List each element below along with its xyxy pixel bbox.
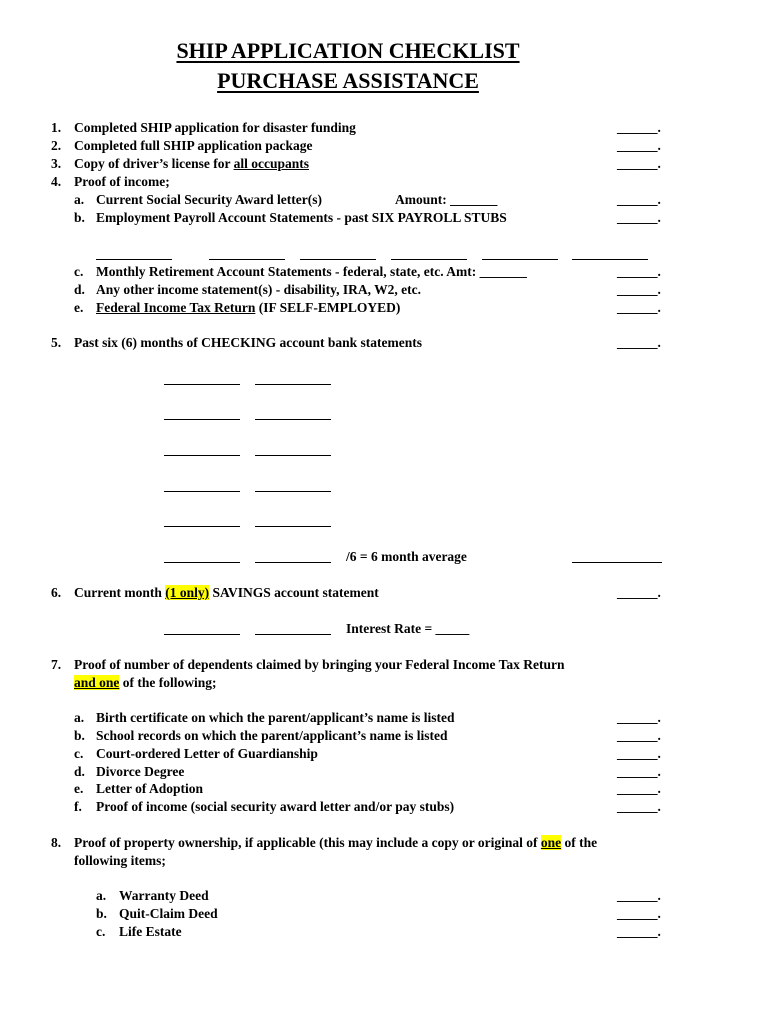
item-6-text: Current month (1 only) SAVINGS account statement bbox=[74, 585, 379, 600]
item-7e-text: Letter of Adoption bbox=[96, 781, 203, 796]
item-4b-check: ______. bbox=[617, 210, 661, 225]
item-8b-text: Quit-Claim Deed bbox=[119, 906, 218, 921]
checking-blank-2a bbox=[164, 418, 240, 420]
item-7-line1: Proof of number of dependents claimed by bringing your Federal Income Tax Return bbox=[74, 657, 565, 672]
item-3-check: ______. bbox=[617, 156, 661, 171]
and-one-highlight: and one bbox=[74, 675, 120, 690]
pay-stub-blank-1 bbox=[96, 258, 172, 260]
document-title-line1: SHIP APPLICATION CHECKLIST bbox=[176, 38, 520, 63]
item-7d-check: ______. bbox=[617, 764, 661, 779]
interest-rate-label: Interest Rate = _____ bbox=[346, 621, 470, 636]
item-7f-check: ______. bbox=[617, 799, 661, 814]
item-8-line1: Proof of property ownership, if applicable (this may include a copy or original of one of the bbox=[74, 835, 598, 850]
item-8b-check: ______. bbox=[617, 906, 661, 921]
item-4-number: 4. bbox=[51, 174, 62, 189]
pay-stub-blank-3 bbox=[300, 258, 376, 260]
checking-blank-2b bbox=[255, 418, 331, 420]
item-4b-text: Employment Payroll Account Statements - past SIX PAYROLL STUBS bbox=[96, 210, 507, 225]
item-1-check: ______. bbox=[617, 120, 661, 135]
item-2-number: 2. bbox=[51, 138, 62, 153]
item-5-check: ______. bbox=[617, 335, 661, 350]
item-1-text: Completed SHIP application for disaster funding bbox=[74, 120, 356, 135]
item-8c-text: Life Estate bbox=[119, 924, 182, 939]
item-4d-letter: d. bbox=[74, 282, 85, 297]
checking-blank-3b bbox=[255, 454, 331, 456]
item-8-number: 8. bbox=[51, 835, 62, 850]
checking-blank-3a bbox=[164, 454, 240, 456]
item-2-text: Completed full SHIP application package bbox=[74, 138, 313, 153]
checking-blank-5a bbox=[164, 525, 240, 527]
item-7d-text: Divorce Degree bbox=[96, 764, 185, 779]
item-7a-check: ______. bbox=[617, 710, 661, 725]
item-3-text: Copy of driver’s license for all occupants bbox=[74, 156, 309, 171]
item-4d-text: Any other income statement(s) - disability, IRA, W2, etc. bbox=[96, 282, 421, 297]
item-7f-letter: f. bbox=[74, 799, 82, 814]
item-4a-amount: Amount: _______ bbox=[395, 192, 498, 207]
pay-stub-blank-2 bbox=[209, 258, 285, 260]
savings-blank-b bbox=[255, 633, 331, 635]
item-7f-text: Proof of income (social security award letter and/or pay stubs) bbox=[96, 799, 455, 814]
checking-blank-4b bbox=[255, 490, 331, 492]
checking-blank-5b bbox=[255, 525, 331, 527]
item-4a-letter: a. bbox=[74, 192, 85, 207]
item-7c-check: ______. bbox=[617, 746, 661, 761]
item-4e-text: Federal Income Tax Return (IF SELF-EMPLOYED) bbox=[96, 300, 401, 315]
item-4e-letter: e. bbox=[74, 300, 84, 315]
item-8a-check: ______. bbox=[617, 888, 661, 903]
checking-blank-6b bbox=[255, 561, 331, 563]
item-4a-check: ______. bbox=[617, 192, 661, 207]
item-7d-letter: d. bbox=[74, 764, 85, 779]
item-6-number: 6. bbox=[51, 585, 62, 600]
item-8-line2: following items; bbox=[74, 853, 166, 868]
one-highlight: one bbox=[540, 835, 562, 850]
item-6-check: ______. bbox=[617, 585, 661, 600]
checking-blank-6a bbox=[164, 561, 240, 563]
savings-blank-a bbox=[164, 633, 240, 635]
item-5-text: Past six (6) months of CHECKING account bank statements bbox=[74, 335, 423, 350]
item-4a-text: Current Social Security Award letter(s) bbox=[96, 192, 322, 207]
item-5-number: 5. bbox=[51, 335, 62, 350]
item-8a-text: Warranty Deed bbox=[119, 888, 209, 903]
item-7a-letter: a. bbox=[74, 710, 85, 725]
one-only-highlight: (1 only) bbox=[165, 585, 210, 600]
item-4d-check: ______. bbox=[617, 282, 661, 297]
item-7-line2: and one of the following; bbox=[74, 675, 217, 690]
federal-income-tax-return-underlined: Federal Income Tax Return bbox=[96, 300, 256, 315]
item-4e-check: ______. bbox=[617, 300, 661, 315]
item-8c-check: ______. bbox=[617, 924, 661, 939]
item-4c-check: ______. bbox=[617, 264, 661, 279]
item-8b-letter: b. bbox=[96, 906, 107, 921]
item-2-check: ______. bbox=[617, 138, 661, 153]
pay-stub-blank-4 bbox=[391, 258, 467, 260]
item-7c-letter: c. bbox=[74, 746, 84, 761]
item-4c-letter: c. bbox=[74, 264, 84, 279]
checking-blank-1a bbox=[164, 383, 240, 385]
item-7a-text: Birth certificate on which the parent/applicant’s name is listed bbox=[96, 710, 455, 725]
checking-blank-4a bbox=[164, 490, 240, 492]
item-4-text: Proof of income; bbox=[74, 174, 170, 189]
item-4c-text: Monthly Retirement Account Statements - federal, state, etc. Amt: _______ bbox=[96, 264, 527, 279]
pay-stub-blank-6 bbox=[572, 258, 648, 260]
item-7b-letter: b. bbox=[74, 728, 85, 743]
item-7b-text: School records on which the parent/applicant’s name is listed bbox=[96, 728, 448, 743]
item-7e-letter: e. bbox=[74, 781, 84, 796]
item-3-number: 3. bbox=[51, 156, 62, 171]
all-occupants-underlined: all occupants bbox=[233, 156, 309, 171]
checking-blank-1b bbox=[255, 383, 331, 385]
item-8c-letter: c. bbox=[96, 924, 106, 939]
six-month-average-blank bbox=[572, 561, 662, 563]
item-4b-letter: b. bbox=[74, 210, 85, 225]
item-7e-check: ______. bbox=[617, 781, 661, 796]
item-7b-check: ______. bbox=[617, 728, 661, 743]
pay-stub-blank-5 bbox=[482, 258, 558, 260]
six-month-average-label: /6 = 6 month average bbox=[346, 549, 467, 564]
item-8a-letter: a. bbox=[96, 888, 107, 903]
document-title-line2: PURCHASE ASSISTANCE bbox=[217, 68, 479, 93]
item-7c-text: Court-ordered Letter of Guardianship bbox=[96, 746, 318, 761]
item-7-number: 7. bbox=[51, 657, 62, 672]
item-1-number: 1. bbox=[51, 120, 62, 135]
